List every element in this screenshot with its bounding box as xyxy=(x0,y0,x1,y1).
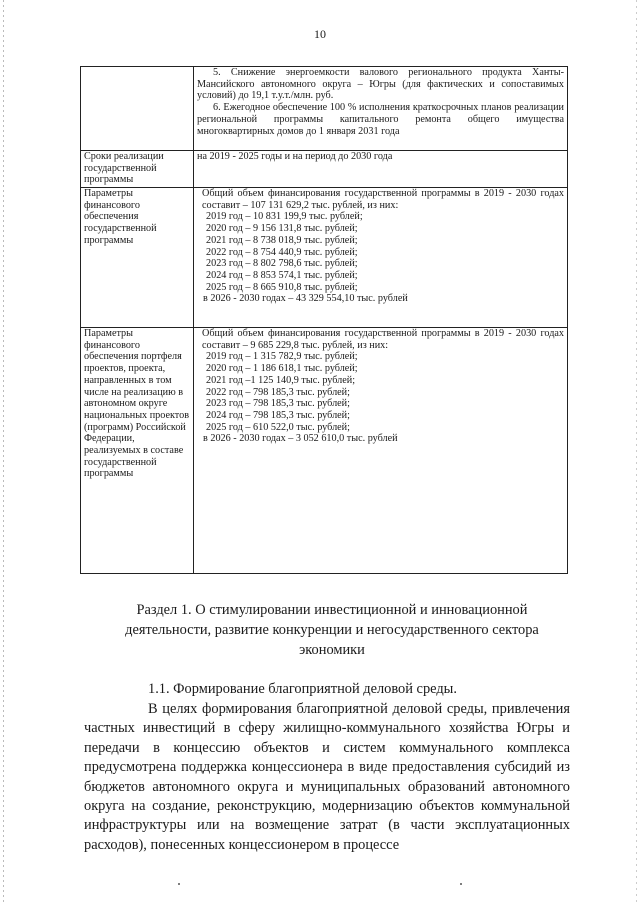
implementation-period: на 2019 - 2025 годы и на период до 2030 года xyxy=(194,151,568,188)
row-label: Сроки реализации государственной программы xyxy=(81,151,194,188)
funding-period-line: в 2026 - 2030 годах – 3 052 610,0 тыс. рублей xyxy=(203,433,398,445)
page-number: 10 xyxy=(314,27,326,41)
scan-edge-right xyxy=(636,0,637,905)
funding-year-line: 2025 год – 8 665 910,8 тыс. рублей; xyxy=(206,281,358,293)
row-label xyxy=(81,67,194,151)
target-item-6: 6. Ежегодное обеспечение 100 % исполнения краткосрочных планов реализации региональной программы капитального ремонта общего имущества многоквартирных домов до 1 января 2031 года xyxy=(197,102,564,137)
funding-year-line: 2021 год – 8 738 018,9 тыс. рублей; xyxy=(206,234,358,246)
funding-year-line: 2023 год – 798 185,3 тыс. рублей; xyxy=(206,398,350,410)
funding-year-line: 2024 год – 8 853 574,1 тыс. рублей; xyxy=(206,269,358,281)
table-row xyxy=(81,188,568,328)
funding-total: Общий объем финансирования государственной программы в 2019 - 2030 годах составит – 107 131 629,2 тыс. рублей, из них: xyxy=(202,188,564,211)
scan-edge-left xyxy=(3,0,4,905)
funding-year-line: 2023 год – 8 802 798,6 тыс. рублей; xyxy=(206,258,358,270)
funding-year-line: 2019 год – 1 315 782,9 тыс. рублей; xyxy=(206,351,358,363)
targets-cell xyxy=(194,67,568,151)
scan-speck xyxy=(178,883,180,885)
table-row xyxy=(81,328,568,574)
row-label: Параметры финансового обеспечения государственной программы xyxy=(81,188,194,328)
funding-period-line: в 2026 - 2030 годах – 43 329 554,10 тыс. рублей xyxy=(203,293,408,305)
table-row xyxy=(81,151,568,188)
funding-year-line: 2021 год –1 125 140,9 тыс. рублей; xyxy=(206,374,356,386)
scan-speck xyxy=(460,883,462,885)
row-label: Параметры финансового обеспечения портфеля проектов, проекта, направленных в том числе на реализацию в автономном округе национальных проектов (программ) Российской Федерации, реализуемых в составе государственной программы xyxy=(81,328,194,574)
funding-cell xyxy=(194,188,568,328)
table-row xyxy=(81,67,568,151)
target-item-5: 5. Снижение энергоемкости валового регионального продукта Ханты-Мансийского автономного округа – Югры (для фактических и сопоставимых условий) до 19,1 т.у.т./млн. руб. xyxy=(197,67,564,102)
project-funding-cell xyxy=(194,328,568,574)
funding-year-line: 2022 год – 8 754 440,9 тыс. рублей; xyxy=(206,246,358,258)
funding-year-line: 2020 год – 9 156 131,8 тыс. рублей; xyxy=(206,223,358,235)
subsection-heading: 1.1. Формирование благоприятной деловой среды. xyxy=(148,681,457,697)
funding-year-line: 2020 год – 1 186 618,1 тыс. рублей; xyxy=(206,363,358,375)
section-title: Раздел 1. О стимулировании инвестиционной и инновационной деятельности, развитие конкуренции и негосударственного сектора экономики xyxy=(125,602,539,658)
funding-year-line: 2022 год – 798 185,3 тыс. рублей; xyxy=(206,386,350,398)
funding-total: Общий объем финансирования государственной программы в 2019 - 2030 годах составит – 9 685 229,8 тыс. рублей, из них: xyxy=(202,328,564,351)
funding-year-line: 2025 год – 610 522,0 тыс. рублей; xyxy=(206,421,350,433)
body-paragraph: В целях формирования благоприятной деловой среды, привлечения частных инвестиций в сферу жилищно-коммунального хозяйства Югры и передачи в концессию объектов и систем коммунального комплекса предусмотрена поддержка концессионера в виде предоставления субсидий из бюджетов автономного округа и муниципальных образований автономного округа на создание, реконструкцию, модернизацию объектов коммунальной инфраструктуры или на возмещение затрат (в части эксплуатационных расходов), понесенных концессионером в процессе xyxy=(84,701,570,853)
funding-year-line: 2019 год – 10 831 199,9 тыс. рублей; xyxy=(206,211,363,223)
funding-year-line: 2024 год – 798 185,3 тыс. рублей; xyxy=(206,409,350,421)
program-passport-table xyxy=(80,66,568,574)
